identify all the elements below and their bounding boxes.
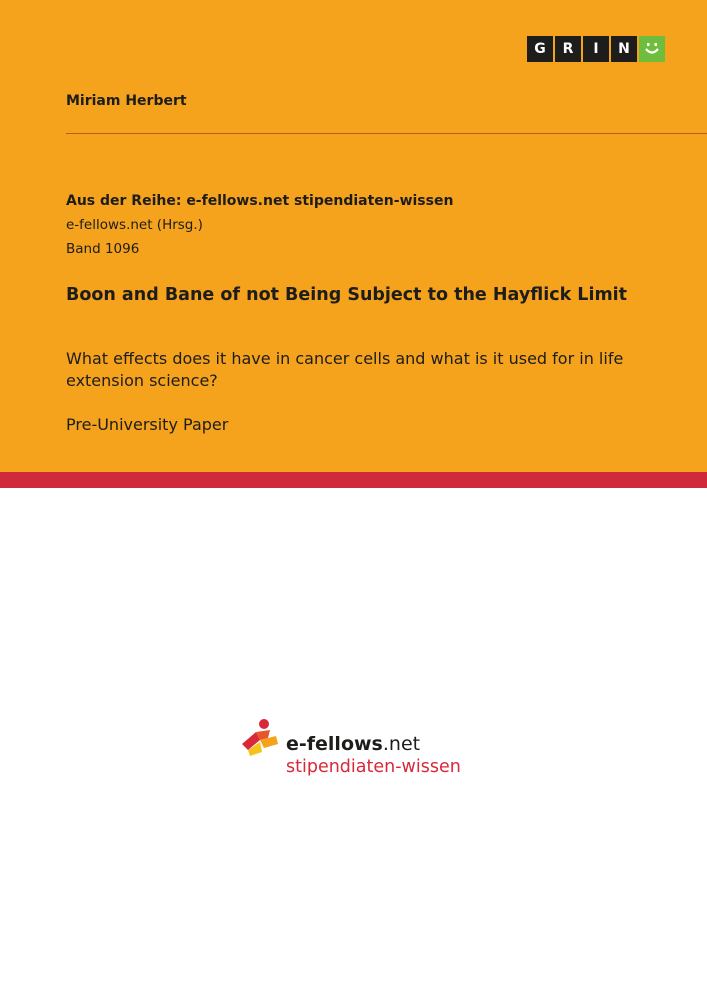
editor-label: e-fellows.net (Hrsg.) xyxy=(66,217,203,233)
grin-letter-r: R xyxy=(555,36,581,62)
document-title: Boon and Bane of not Being Subject to the Hayflick Limit xyxy=(66,285,628,305)
document-type: Pre-University Paper xyxy=(66,415,229,434)
e-fellows-name xyxy=(286,733,420,755)
grin-letter-n: N xyxy=(611,36,637,62)
e-fellows-name-bold: e-fellows xyxy=(286,733,383,755)
grin-letter-g: G xyxy=(527,36,553,62)
e-fellows-name-suffix: .net xyxy=(382,733,421,755)
author-name: Miriam Herbert xyxy=(66,93,187,109)
volume-label: Band 1096 xyxy=(66,241,140,257)
grin-letter-i: I xyxy=(583,36,609,62)
cover-red-band xyxy=(0,472,707,488)
smile-icon xyxy=(639,36,665,62)
e-fellows-tagline: stipendiaten-wissen xyxy=(286,757,461,777)
grin-logo xyxy=(527,36,665,62)
document-subtitle: What effects does it have in cancer cells and what is it used for in life extension science? xyxy=(66,349,624,390)
e-fellows-logo xyxy=(238,718,478,782)
series-label: Aus der Reihe: e-fellows.net stipendiaten-wissen xyxy=(66,193,454,209)
header-divider xyxy=(66,133,707,134)
cover-header-panel xyxy=(0,0,707,472)
e-fellows-mark-icon xyxy=(238,718,282,762)
